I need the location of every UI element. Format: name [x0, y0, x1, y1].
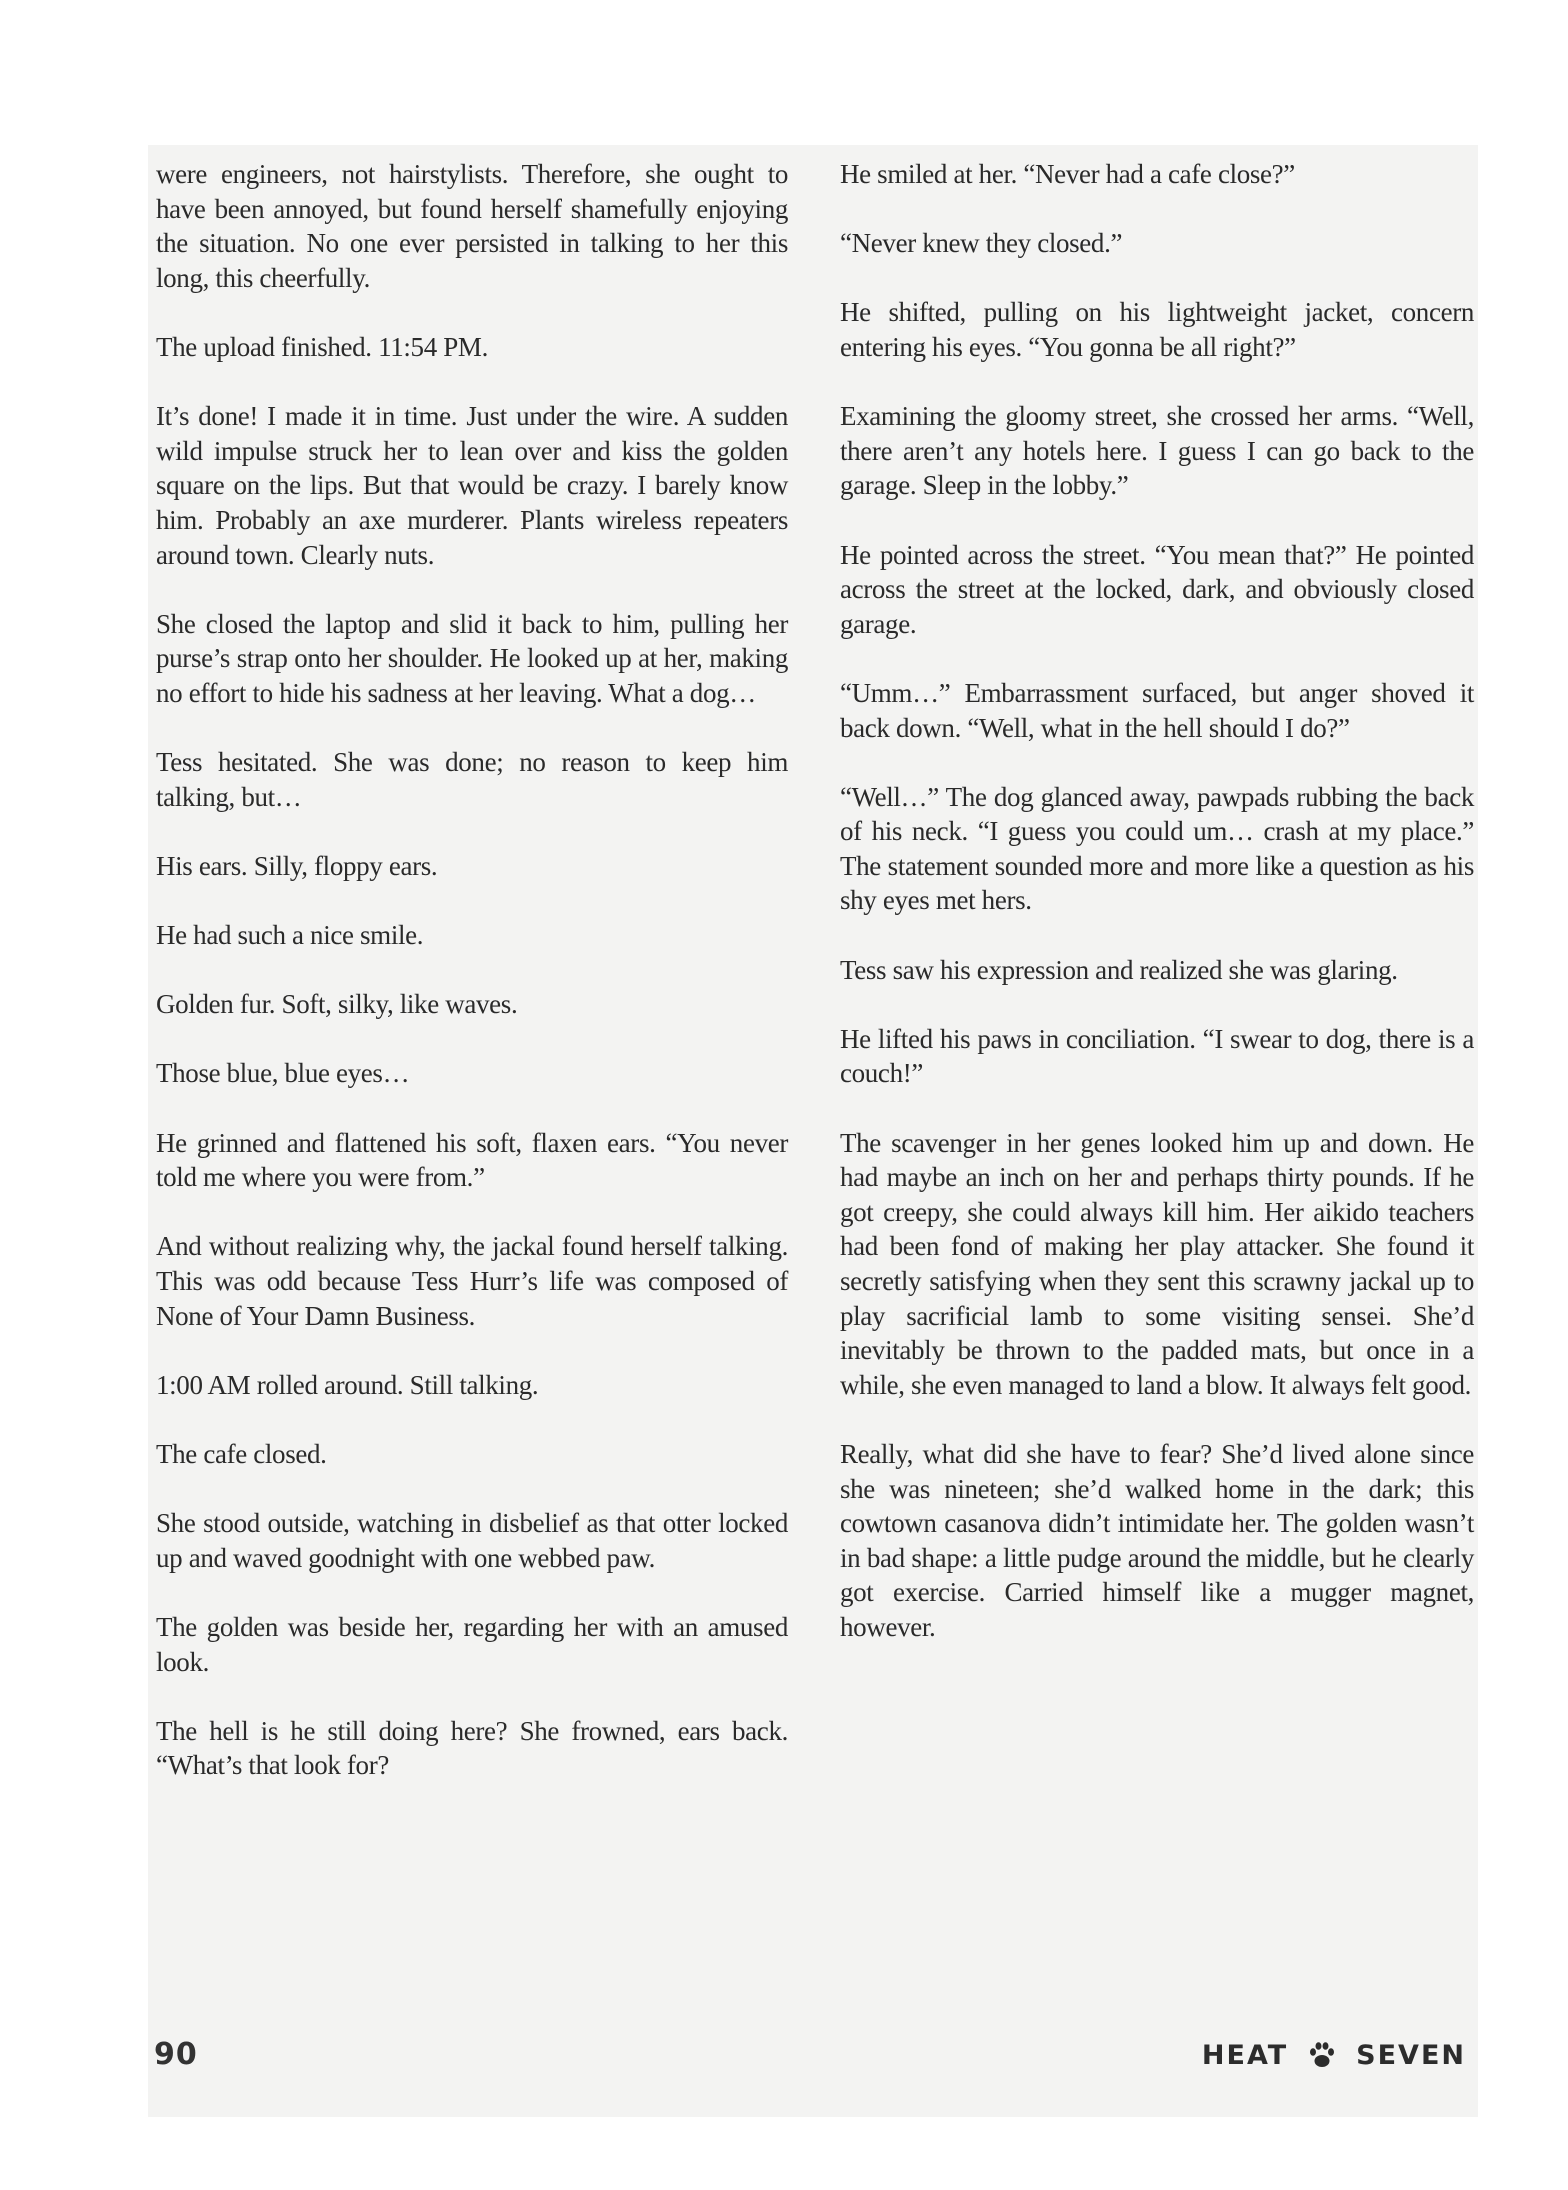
paragraph: Really, what did she have to fear? She’d lived alone since she was nineteen; she’d walked home in the dark; this cowtown casanova didn’t intimidate her. The golden wasn’t in bad shape: a little pudge around the middle, but he clearly got exercise. Carried himself like a mugger magnet, however. — [840, 1438, 1474, 1642]
page-number: 90 — [154, 2037, 198, 2072]
paragraph: Tess saw his expression and realized she was glaring. — [840, 954, 1398, 985]
paragraph: The cafe closed. — [156, 1438, 327, 1469]
paragraph: The scavenger in her genes looked him up and down. He had maybe an inch on her and perhaps thirty pounds. If he got creepy, she could always kill him. Her aikido teachers had been fond of making her play attacker. She found it secretly satisfying when they sent this scrawny jackal up to play sacrificial lamb to some visiting sensei. She’d inevitably be thrown to the padded mats, but once in a while, she even managed to land a blow. It always felt good. — [840, 1127, 1474, 1400]
paragraph: He lifted his paws in conciliation. “I swear to dog, there is a couch!” — [840, 1023, 1474, 1089]
paragraph: The upload finished. 11:54 PM. — [156, 331, 488, 362]
paragraph: And without realizing why, the jackal found herself talking. This was odd because Tess Hurr’s life was composed of None of Your Damn Business. — [156, 1231, 788, 1331]
paragraph: It’s done! I made it in time. Just under the wire. A sudden wild impulse struck her to lean over and kiss the golden square on the lips. But that would be crazy. I barely know him. Probably an axe murderer. Plants wireless repeaters around town. Clearly nuts. — [156, 401, 788, 570]
paragraph: He smiled at her. “Never had a cafe close?” — [840, 159, 1295, 189]
magazine-page — [148, 145, 1478, 2117]
paragraph: Golden fur. Soft, silky, like waves. — [156, 989, 518, 1020]
paragraph: She stood outside, watching in disbelief as that otter locked up and waved goodnight with one webbed paw. — [156, 1508, 788, 1573]
paragraph: She closed the laptop and slid it back to him, pulling her purse’s strap onto her shoulder. He looked up at her, making no effort to hide his sadness at her leaving. What a dog… — [156, 608, 788, 708]
paragraph: He pointed across the street. “You mean that?” He pointed across the street at the locked, dark, and obviously closed garage. — [840, 539, 1474, 639]
paragraph: He grinned and flattened his soft, flaxen ears. “You never told me where you were from.” — [156, 1127, 788, 1193]
magazine-brand — [1202, 2039, 1466, 2071]
paragraph: were engineers, not hairstylists. Therefore, she ought to have been annoyed, but found herself shamefully enjoying the situation. No one ever persisted in talking to her this long, this cheerfully. — [156, 159, 788, 293]
paragraph: “Well…” The dog glanced away, pawpads rubbing the back of his neck. “I guess you could um… crash at my place.” The statement sounded more and more like a question as his shy eyes met hers. — [840, 781, 1474, 916]
paragraph: He had such a nice smile. — [156, 920, 424, 951]
paragraph: “Umm…” Embarrassment surfaced, but anger shoved it back down. “Well, what in the hell should I do?” — [840, 677, 1474, 743]
paragraph: He shifted, pulling on his lightweight jacket, concern entering his eyes. “You gonna be all right?” — [840, 297, 1474, 362]
right-text-column — [840, 157, 1474, 1679]
paw-print-icon — [1306, 2039, 1338, 2071]
paragraph: The golden was beside her, regarding her with an amused look. — [156, 1611, 788, 1677]
brand-name-right: SEVEN — [1356, 2039, 1466, 2071]
left-text-column — [156, 157, 788, 1818]
paragraph: “Never knew they closed.” — [840, 228, 1123, 259]
paragraph: 1:00 AM rolled around. Still talking. — [156, 1369, 539, 1400]
paragraph: His ears. Silly, floppy ears. — [156, 850, 438, 881]
paragraph: The hell is he still doing here? She frowned, ears back. “What’s that look for? — [156, 1715, 788, 1781]
paragraph: Examining the gloomy street, she crossed her arms. “Well, there aren’t any hotels here. I guess I can go back to the garage. Sleep in the lobby.” — [840, 401, 1474, 501]
paragraph: Tess hesitated. She was done; no reason to keep him talking, but… — [156, 747, 788, 812]
brand-name-left: HEAT — [1201, 2039, 1289, 2071]
paragraph: Those blue, blue eyes… — [156, 1058, 410, 1089]
